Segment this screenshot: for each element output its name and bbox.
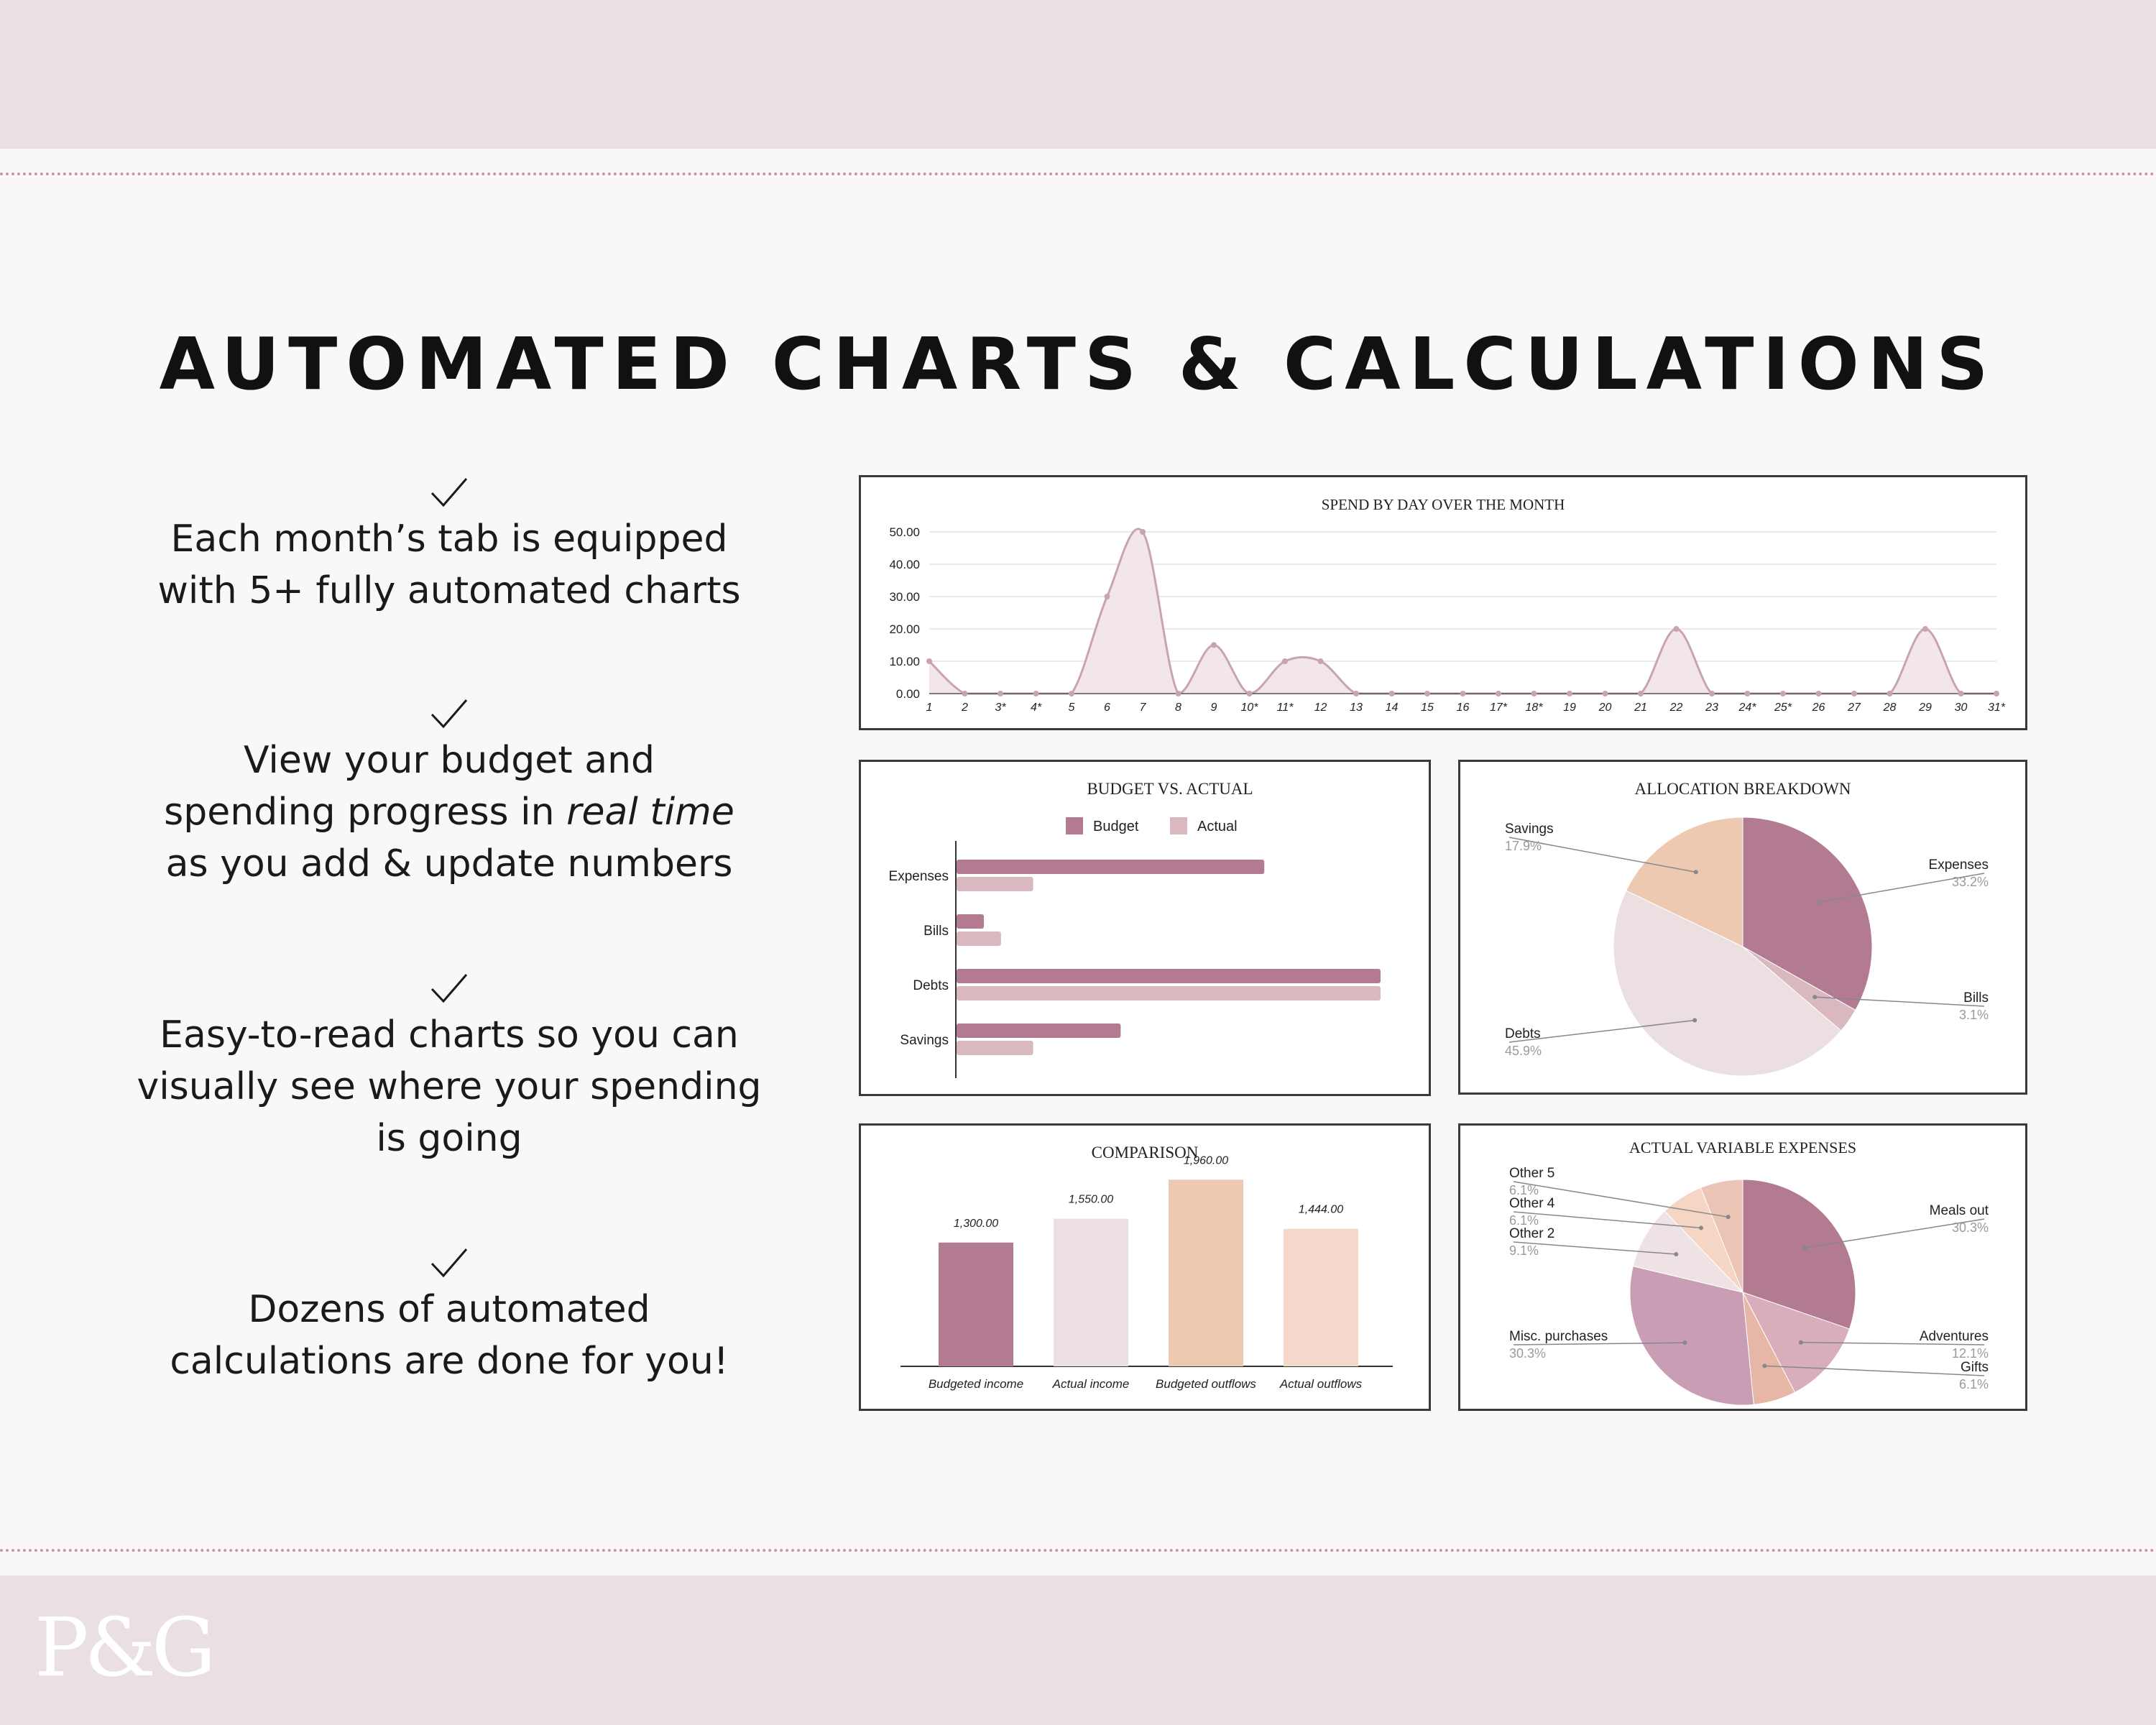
x-tick-label: 19 [1563,702,1576,714]
x-tick-label: 12 [1314,702,1327,714]
chart-allocation-breakdown [1460,762,2025,1092]
data-point [1353,691,1359,696]
x-tick-label: 10* [1240,702,1258,714]
brand-logo: P&G [34,1601,212,1695]
data-point [926,658,932,664]
x-tick-label: 9 [1210,702,1217,714]
data-point [1282,658,1288,664]
feature-text-part: spending progress in [164,791,567,834]
bar [957,914,984,929]
slice-percent: 9.1% [1509,1243,1539,1258]
x-tick-label: 20 [1598,702,1612,714]
feature-text-line: calculations are done for you! [170,1340,729,1383]
x-tick-label: 6 [1104,702,1110,714]
checkmark-icon [428,1245,471,1281]
chart-actual-variable-expenses [1460,1126,2025,1409]
data-point [1318,658,1324,664]
top-band [0,0,2156,149]
legend-swatch [1066,817,1083,834]
data-point [1851,691,1857,696]
x-tick-label: 16 [1456,702,1470,714]
data-point [1780,691,1786,696]
category-label: Budgeted outflows [1156,1377,1256,1391]
slice-label: Debts [1505,1026,1541,1041]
x-tick-label: 29 [1919,702,1932,714]
slice-label: Meals out [1929,1203,1989,1218]
slice-label: Savings [1505,822,1554,837]
data-point [1816,691,1822,696]
x-tick-label: 18* [1525,702,1543,714]
legend-swatch [1170,817,1187,834]
y-tick-label: 20.00 [889,622,920,636]
slice-percent: 33.2% [1951,875,1989,889]
slice-label: Misc. purchases [1509,1329,1608,1344]
data-point [1211,643,1217,648]
category-label: Bills [923,924,949,939]
slice-label: Adventures [1919,1329,1989,1344]
data-label: 1,550.00 [1068,1193,1114,1206]
slice-label: Other 5 [1509,1166,1555,1181]
category-label: Expenses [888,869,949,884]
slice-percent: 17.9% [1505,839,1542,853]
x-tick-label: 8 [1175,702,1181,714]
chart-spend-by-day [861,477,2025,728]
slice-percent: 6.1% [1509,1183,1539,1197]
feature-text-italic: real time [566,791,734,834]
area-fill [929,529,1996,694]
x-tick-label: 3* [995,702,1006,714]
bar [957,969,1381,983]
data-point [1922,626,1928,632]
data-point [1069,691,1074,696]
x-tick-label: 1 [926,702,933,714]
data-point [1994,691,1999,696]
x-tick-label: 11* [1276,702,1294,714]
bar [1054,1219,1128,1366]
dotted-divider-top [0,172,2156,175]
legend-label: Actual [1197,819,1238,834]
feature-charts [93,474,805,617]
x-tick-label: 26 [1812,702,1825,714]
data-point [1176,691,1181,696]
bar [957,877,1033,891]
legend-label: Budget [1093,819,1139,834]
slice-percent: 6.1% [1509,1213,1539,1228]
feature-text-line: is going [376,1117,522,1160]
x-tick-label: 4* [1030,702,1042,714]
panel-budget-vs-actual [859,760,1431,1096]
x-tick-label: 23 [1705,702,1718,714]
bar [957,1041,1033,1055]
dotted-divider-bottom [0,1549,2156,1552]
category-label: Actual income [1052,1377,1130,1391]
data-point [1674,626,1680,632]
checkmark-icon [428,696,471,732]
x-tick-label: 25* [1774,702,1792,714]
chart-title: BUDGET VS. ACTUAL [1087,780,1253,798]
category-label: Actual outflows [1279,1377,1363,1391]
bottom-band [0,1576,2156,1725]
feature-realtime [93,696,805,890]
bar [939,1243,1013,1366]
category-label: Savings [900,1033,949,1048]
x-tick-label: 27 [1848,702,1861,714]
chart-budget-vs-actual [861,762,1429,1094]
checkmark-icon [428,474,471,510]
feature-text-line: visually see where your spending [137,1065,762,1108]
y-tick-label: 50.00 [889,525,920,539]
data-point [962,691,968,696]
checkmark-icon [428,970,471,1006]
bar [957,986,1381,1000]
data-point [1105,594,1110,599]
feature-calculations [93,1245,805,1387]
slice-percent: 6.1% [1958,1377,1989,1392]
data-point [1460,691,1466,696]
data-point [1389,691,1395,696]
bar [1284,1229,1358,1366]
feature-text-line: Easy-to-read charts so you can [160,1013,739,1057]
y-tick-label: 30.00 [889,590,920,604]
x-tick-label: 28 [1883,702,1897,714]
data-point [998,691,1003,696]
data-point [1638,691,1644,696]
slice-percent: 45.9% [1505,1044,1542,1058]
slice-label: Other 4 [1509,1196,1555,1211]
x-tick-label: 14 [1385,702,1399,714]
data-point [1567,691,1572,696]
chart-title: ALLOCATION BREAKDOWN [1634,780,1851,798]
x-tick-label: 7 [1139,702,1146,714]
feature-text-line [93,786,805,838]
category-label: Debts [913,978,949,993]
slice-percent: 30.3% [1509,1346,1547,1361]
feature-text-line: Each month’s tab is equipped [170,518,728,561]
panel-allocation-breakdown [1458,760,2027,1095]
x-tick-label: 30 [1954,702,1968,714]
panel-spend-by-day [859,475,2027,730]
data-point [1247,691,1253,696]
slice-label: Bills [1963,990,1989,1006]
slice-percent: 12.1% [1951,1346,1989,1361]
data-point [1033,691,1039,696]
feature-text-line: with 5+ fully automated charts [157,569,741,612]
y-tick-label: 40.00 [889,558,920,571]
x-tick-label: 5 [1068,702,1075,714]
panel-actual-variable-expenses [1458,1123,2027,1411]
data-point [1496,691,1501,696]
slice-percent: 3.1% [1958,1008,1989,1022]
slice-percent: 30.3% [1951,1220,1989,1235]
x-tick-label: 21 [1634,702,1647,714]
data-label: 1,444.00 [1298,1203,1344,1216]
bar [1169,1179,1243,1366]
data-point [1887,691,1893,696]
x-tick-label: 17* [1489,702,1508,714]
x-tick-label: 31* [1987,702,2006,714]
slice-label: Gifts [1960,1360,1989,1375]
chart-title: SPEND BY DAY OVER THE MONTH [1321,496,1565,513]
data-point [1958,691,1964,696]
data-point [1709,691,1715,696]
panel-comparison [859,1123,1431,1411]
x-tick-label: 13 [1350,702,1363,714]
x-tick-label: 15 [1421,702,1434,714]
feature-text-line: Dozens of automated [248,1288,650,1331]
data-label: 1,300.00 [953,1217,999,1230]
y-tick-label: 0.00 [895,687,920,701]
bar [957,860,1264,874]
feature-text-line: as you add & update numbers [165,842,733,886]
feature-easy-read [93,970,805,1164]
data-point [1603,691,1608,696]
y-tick-label: 10.00 [889,655,920,668]
page-title: AUTOMATED CHARTS & CALCULATIONS [159,322,1997,406]
bar [957,932,1001,946]
data-point [1424,691,1430,696]
data-point [1745,691,1751,696]
data-label: 1,960.00 [1183,1154,1229,1167]
slice-label: Other 2 [1509,1226,1555,1241]
data-point [1140,529,1146,535]
bar [957,1024,1120,1038]
data-point [1531,691,1537,696]
chart-comparison [861,1126,1429,1409]
x-tick-label: 24* [1738,702,1756,714]
x-tick-label: 2 [962,702,968,714]
slice-label: Expenses [1928,857,1989,873]
chart-title: COMPARISON [1091,1144,1199,1162]
x-tick-label: 22 [1669,702,1683,714]
category-label: Budgeted income [928,1377,1024,1391]
chart-title: ACTUAL VARIABLE EXPENSES [1628,1138,1857,1156]
feature-text-line: View your budget and [243,739,655,782]
